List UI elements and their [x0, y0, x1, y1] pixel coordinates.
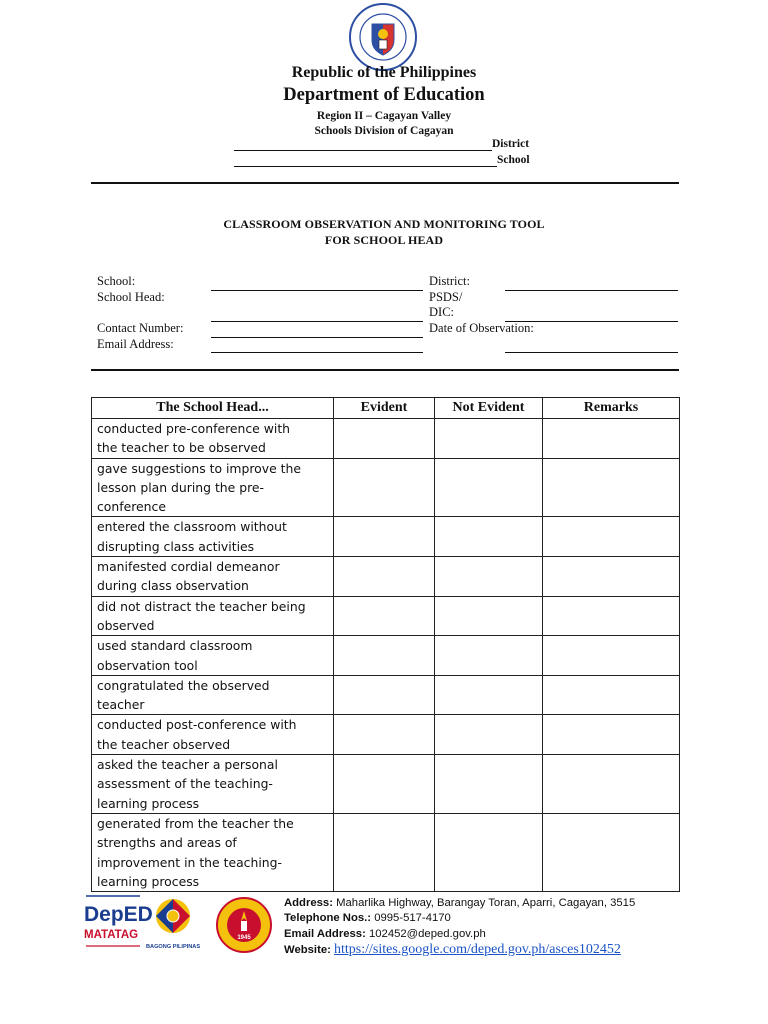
not-evident-cell[interactable] — [435, 517, 543, 557]
matatag-logo-text: MATATAG — [84, 929, 139, 941]
remarks-cell[interactable] — [543, 813, 680, 891]
table-row — [92, 636, 680, 676]
indicator-text-line: conducted post-conference with — [97, 717, 297, 733]
psds-field-label-line2: DIC: — [429, 305, 454, 319]
evident-cell[interactable] — [334, 517, 435, 557]
not-evident-cell[interactable] — [435, 813, 543, 891]
not-evident-cell[interactable] — [435, 675, 543, 715]
evident-cell[interactable] — [334, 458, 435, 517]
indicator-text-line: conference — [97, 499, 166, 515]
footer-website — [284, 942, 621, 958]
footer-address — [284, 897, 635, 909]
indicator-cell — [92, 419, 334, 459]
not-evident-cell[interactable] — [435, 596, 543, 636]
remarks-cell[interactable] — [543, 636, 680, 676]
table-row — [92, 715, 680, 755]
indicator-text-line: gave suggestions to improve the — [97, 460, 301, 476]
district-label: District — [492, 138, 530, 150]
remarks-cell[interactable] — [543, 458, 680, 517]
evident-cell[interactable] — [334, 715, 435, 755]
school-seal-icon — [216, 897, 272, 953]
date-of-observation-field-line[interactable] — [505, 352, 678, 353]
indicator-cell — [92, 715, 334, 755]
indicator-text-line: congratulated the observed — [97, 677, 270, 693]
remarks-cell[interactable] — [543, 755, 680, 814]
school-blank-line — [234, 166, 497, 167]
indicator-text-line: learning process — [97, 873, 200, 889]
indicator-text-line: teacher — [97, 697, 145, 713]
footer-email — [284, 928, 486, 940]
form-title-line1: CLASSROOM OBSERVATION AND MONITORING TOOL — [223, 217, 545, 231]
indicator-text-line: did not distract the teacher being — [97, 598, 306, 614]
website-label: Website: — [284, 944, 331, 956]
indicator-cell — [92, 636, 334, 676]
table-row — [92, 419, 680, 459]
evident-cell[interactable] — [334, 813, 435, 891]
table-row — [92, 596, 680, 636]
indicator-text-line: strengths and areas of — [97, 835, 237, 851]
telephone-value: 0995-517-4170 — [374, 912, 451, 924]
fields-divider — [91, 369, 679, 371]
country-heading: Republic of the Philippines — [291, 64, 477, 81]
school-seal-year: 1945 — [237, 935, 251, 941]
table-row — [92, 675, 680, 715]
indicator-text-line: lesson plan during the pre- — [97, 479, 265, 495]
indicator-text-line: disrupting class activities — [97, 538, 255, 554]
remarks-cell[interactable] — [543, 596, 680, 636]
remarks-cell[interactable] — [543, 675, 680, 715]
indicator-text-line: used standard classroom — [97, 638, 253, 654]
school-field-label: School: — [97, 274, 136, 288]
column-header-school-head: The School Head... — [92, 398, 334, 419]
indicator-cell — [92, 458, 334, 517]
table-row — [92, 755, 680, 814]
indicator-cell — [92, 813, 334, 891]
indicator-cell — [92, 557, 334, 597]
district-field-line[interactable] — [505, 290, 678, 291]
telephone-label: Telephone Nos.: — [284, 912, 372, 924]
email-value: 102452@deped.gov.ph — [368, 928, 486, 940]
indicator-text-line: the teacher observed — [97, 736, 231, 752]
deped-logo-text: DepED — [84, 903, 153, 926]
evident-cell[interactable] — [334, 636, 435, 676]
remarks-cell[interactable] — [543, 419, 680, 459]
bagong-pilipinas-text: BAGONG PILIPINAS — [146, 944, 201, 950]
remarks-cell[interactable] — [543, 557, 680, 597]
column-header-remarks: Remarks — [543, 398, 680, 419]
contact-number-field-label: Contact Number: — [97, 321, 184, 335]
not-evident-cell[interactable] — [435, 419, 543, 459]
website-link[interactable]: https://sites.google.com/deped.gov.ph/asces102452 — [334, 942, 621, 957]
email-address-field-line[interactable] — [211, 352, 423, 353]
address-label: Address: — [284, 897, 333, 909]
not-evident-cell[interactable] — [435, 636, 543, 676]
district-blank-line — [234, 150, 492, 151]
contact-number-field-line[interactable] — [211, 337, 423, 338]
table-row — [92, 557, 680, 597]
evident-cell[interactable] — [334, 557, 435, 597]
indicator-cell — [92, 517, 334, 557]
indicator-text-line: asked the teacher a personal — [97, 757, 278, 773]
footer-telephone — [284, 912, 451, 924]
region-heading: Region II – Cagayan Valley — [316, 110, 452, 122]
observation-table — [91, 397, 680, 892]
indicator-text-line: observation tool — [97, 657, 198, 673]
indicator-text-line: the teacher to be observed — [97, 440, 266, 456]
indicator-text-line: during class observation — [97, 578, 249, 594]
deped-seal-icon — [348, 2, 418, 72]
form-title-line2: FOR SCHOOL HEAD — [324, 233, 444, 247]
indicator-cell — [92, 596, 334, 636]
column-header-not-evident: Not Evident — [435, 398, 543, 419]
school-head-field-line[interactable] — [211, 321, 423, 322]
district-field-label: District: — [429, 274, 470, 288]
table-header-row — [92, 398, 680, 419]
table-row — [92, 458, 680, 517]
not-evident-cell[interactable] — [435, 755, 543, 814]
header-divider — [91, 182, 679, 184]
indicator-text-line: learning process — [97, 795, 200, 811]
evident-cell[interactable] — [334, 419, 435, 459]
deped-matatag-logo-icon — [82, 890, 202, 960]
school-head-field-label: School Head: — [97, 290, 165, 304]
indicator-text-line: generated from the teacher the — [97, 815, 294, 831]
psds-field-label-line1: PSDS/ — [429, 290, 463, 304]
indicator-text-line: assessment of the teaching- — [97, 776, 273, 792]
department-heading: Department of Education — [283, 85, 485, 105]
school-label: School — [497, 154, 530, 166]
column-header-evident: Evident — [334, 398, 435, 419]
evident-cell[interactable] — [334, 596, 435, 636]
date-of-observation-field-label: Date of Observation: — [429, 321, 534, 335]
not-evident-cell[interactable] — [435, 557, 543, 597]
evident-cell[interactable] — [334, 675, 435, 715]
indicator-text-line: entered the classroom without — [97, 519, 287, 535]
indicator-cell — [92, 675, 334, 715]
remarks-cell[interactable] — [543, 517, 680, 557]
division-heading: Schools Division of Cagayan — [314, 125, 454, 137]
table-row — [92, 517, 680, 557]
indicator-cell — [92, 755, 334, 814]
indicator-text-line: conducted pre-conference with — [97, 421, 291, 436]
email-label: Email Address: — [284, 928, 366, 940]
indicator-text-line: observed — [97, 617, 155, 633]
address-value: Maharlika Highway, Barangay Toran, Aparri, Cagayan, 3515 — [336, 897, 636, 909]
email-address-field-label: Email Address: — [97, 337, 174, 351]
not-evident-cell[interactable] — [435, 458, 543, 517]
indicator-text-line: improvement in the teaching- — [97, 854, 282, 870]
school-field-line[interactable] — [211, 290, 423, 291]
table-row — [92, 813, 680, 891]
not-evident-cell[interactable] — [435, 715, 543, 755]
indicator-text-line: manifested cordial demeanor — [97, 559, 280, 575]
remarks-cell[interactable] — [543, 715, 680, 755]
evident-cell[interactable] — [334, 755, 435, 814]
